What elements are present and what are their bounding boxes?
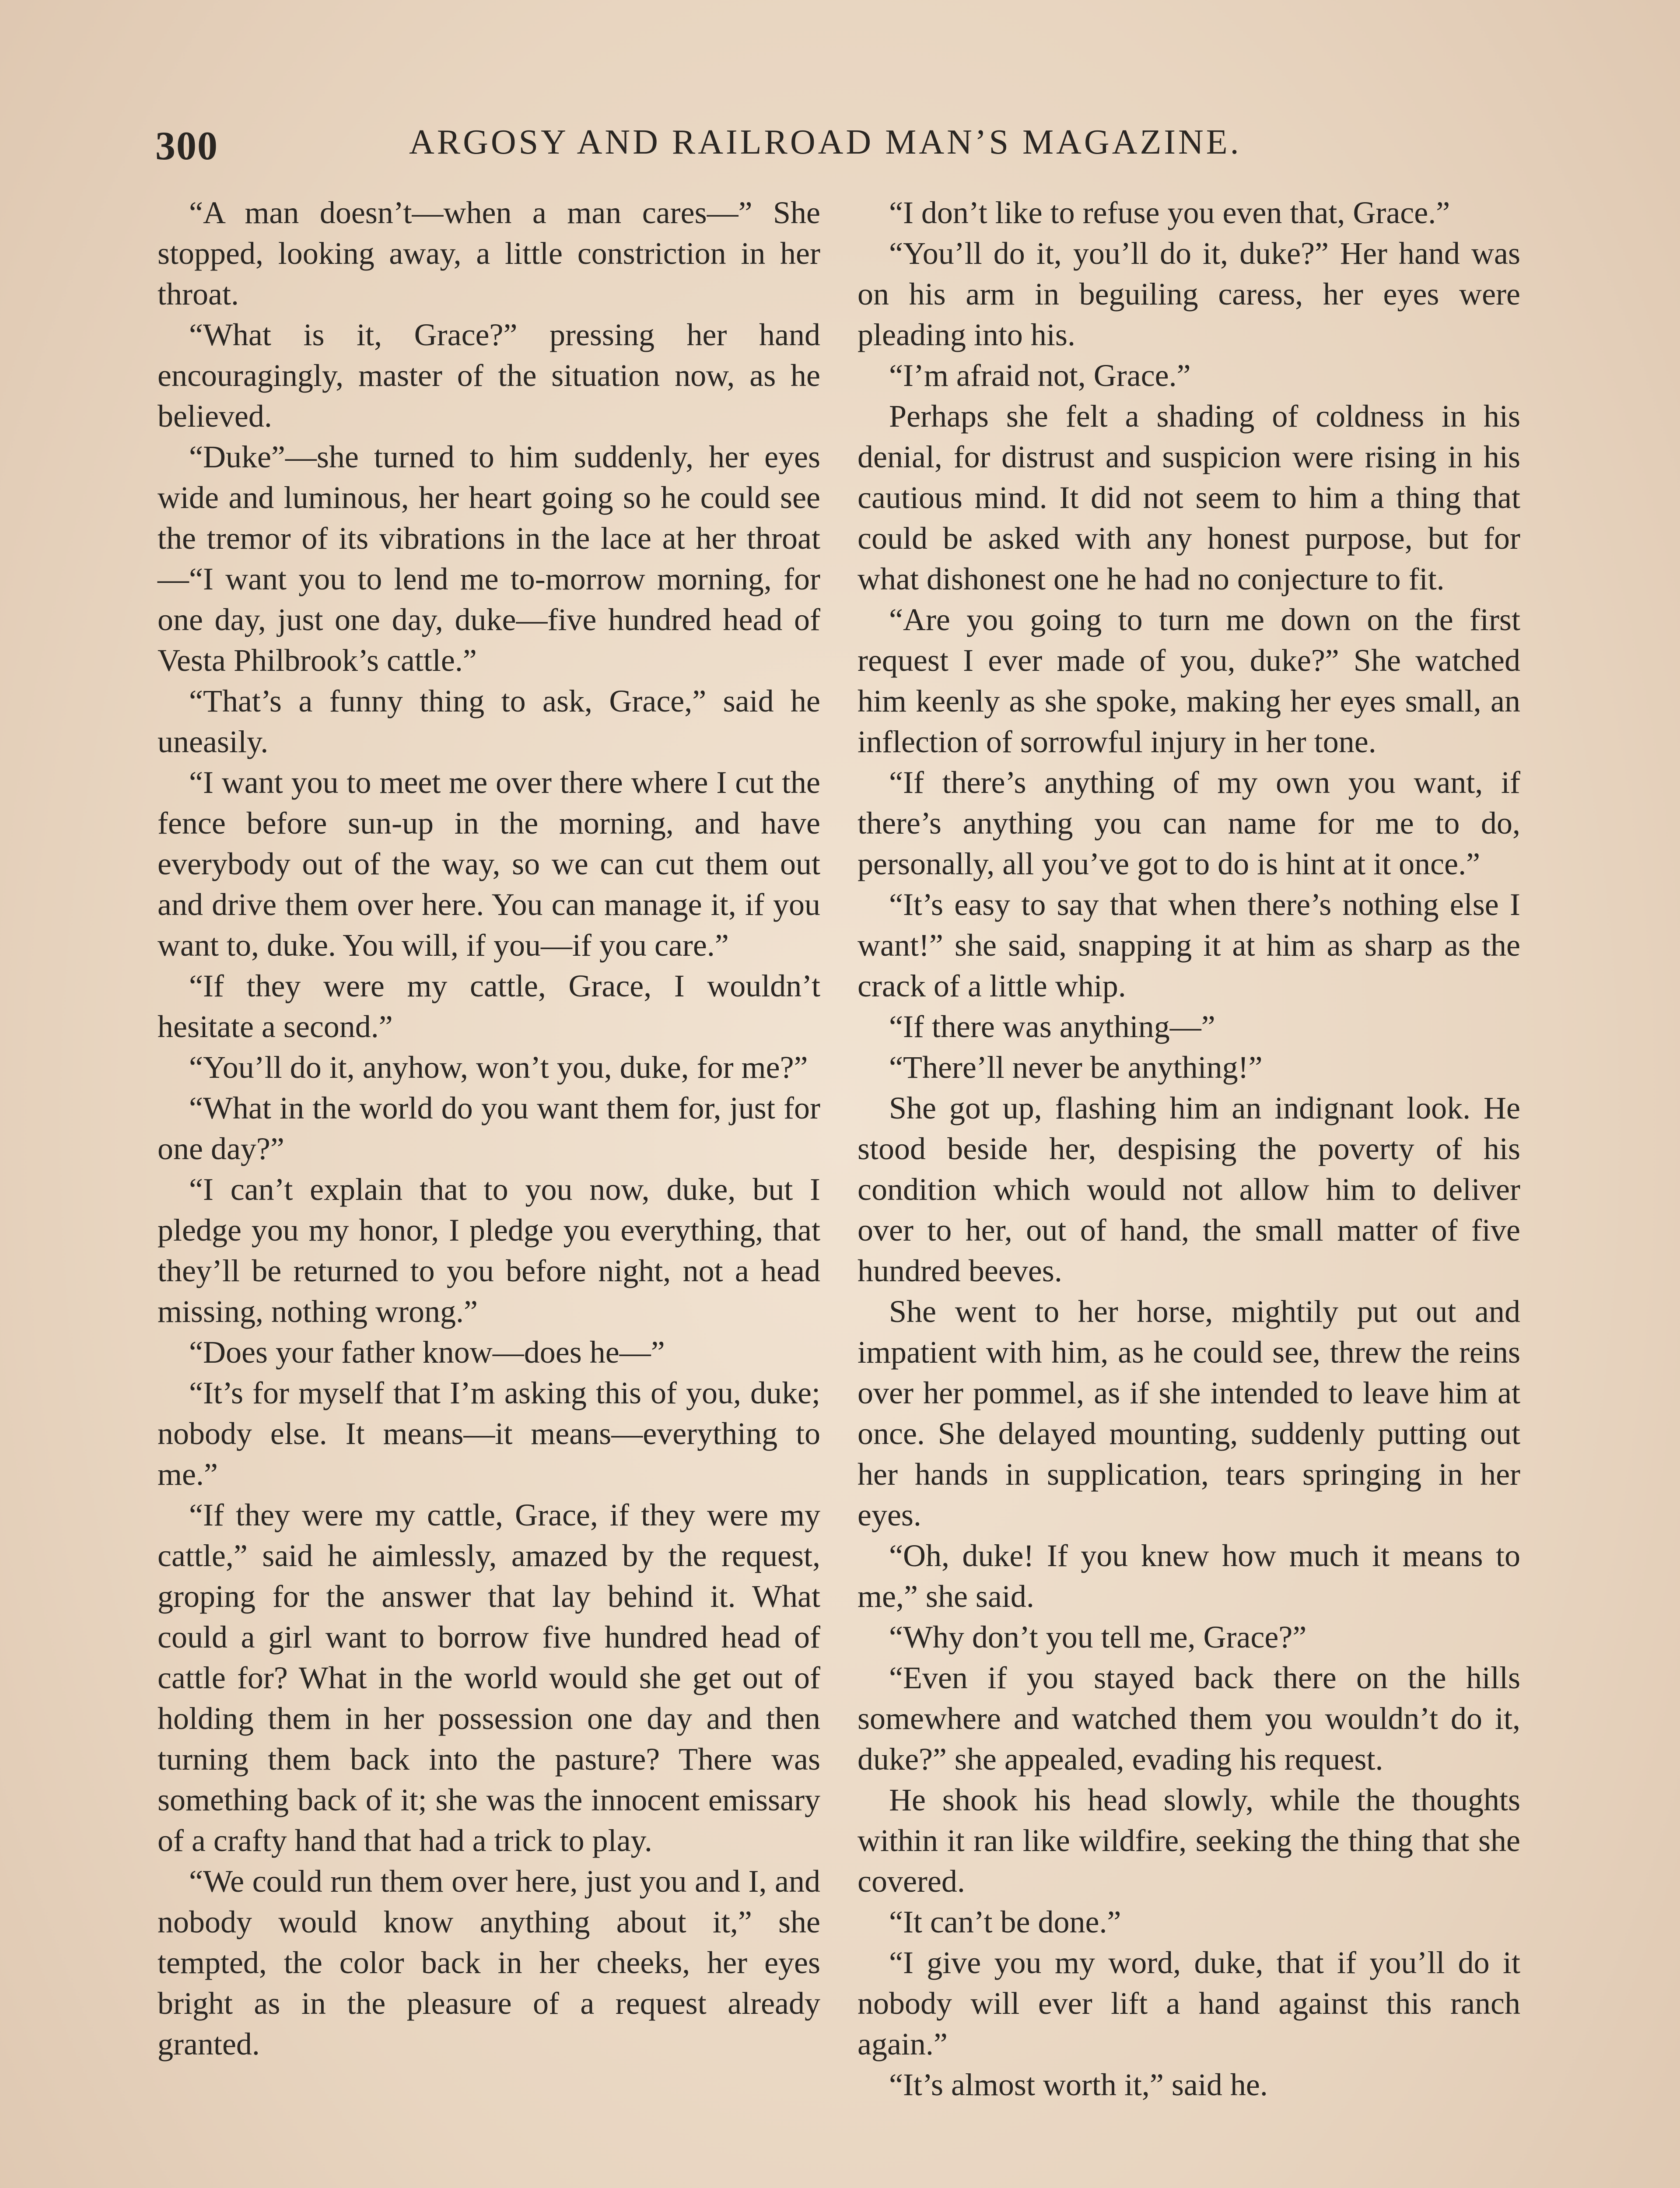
paragraph: “It can’t be done.”: [889, 1904, 1121, 1939]
paragraph: She got up, flashing him an indignant look. He stood beside her, despising the poverty of his condition which would not allow him to deliver over to her, out of hand, the small matter of five hundred beeves.: [858, 1090, 1520, 1288]
paragraph: He shook his head slowly, while the thoughts within it ran like wildfire, seeking the thing that she covered.: [858, 1782, 1520, 1899]
paragraph: “Duke”—she turned to him suddenly, her eyes wide and luminous, her heart going so he could see the tremor of its vibrations in the lace at her throat—“I want you to lend me to-morrow morning, for one day, just one day, duke—five hundred head of Vesta Philbrook’s cattle.”: [158, 439, 820, 678]
paragraph: “What is it, Grace?” pressing her hand encouragingly, master of the situation now, as he believed.: [158, 317, 820, 434]
paragraph: “It’s almost worth it,” said he.: [889, 2067, 1268, 2102]
page-header: [155, 123, 1520, 184]
paragraph: “You’ll do it, anyhow, won’t you, duke, for me?”: [189, 1050, 808, 1085]
paragraph: “I’m afraid not, Grace.”: [889, 358, 1191, 393]
paragraph: “Does your father know—does he—”: [189, 1335, 665, 1370]
paragraph: “I don’t like to refuse you even that, Grace.”: [889, 195, 1450, 230]
paragraph: “If there was anything—”: [889, 1009, 1215, 1044]
paragraph: “We could run them over here, just you and I, and nobody would know anything about it,” she tempted, the color back in her cheeks, her eyes bright as in the pleasure of a request already granted.: [158, 1864, 820, 2062]
paragraph: “I want you to meet me over there where I cut the fence before sun-up in the morning, and have everybody out of the way, so we can cut them out and drive them over here. You can manage it, if you want to, duke. You will, if you—if you care.”: [158, 765, 820, 963]
running-head: ARGOSY AND RAILROAD MAN’S MAGAZINE.: [409, 123, 1242, 161]
right-column: [858, 193, 1520, 2105]
paragraph: “Even if you stayed back there on the hills somewhere and watched them you wouldn’t do it, duke?” she appealed, evading his request.: [858, 1660, 1520, 1777]
left-column: [158, 193, 820, 2065]
paragraph: “I give you my word, duke, that if you’ll do it nobody will ever lift a hand against this ranch again.”: [858, 1945, 1520, 2062]
paragraph: Perhaps she felt a shading of coldness in his denial, for distrust and suspicion were rising in his cautious mind. It did not seem to him a thing that could be asked with any honest purpose, but for what dishonest one he had no conjecture to fit.: [858, 399, 1520, 596]
paragraph: “There’ll never be anything!”: [889, 1050, 1263, 1085]
paragraph: “It’s easy to say that when there’s nothing else I want!” she said, snapping it at him as sharp as the crack of a little whip.: [858, 887, 1520, 1003]
paragraph: “It’s for myself that I’m asking this of you, duke; nobody else. It means—it means—everything to me.”: [158, 1375, 820, 1492]
paragraph: “Oh, duke! If you knew how much it means to me,” she said.: [858, 1538, 1520, 1614]
paragraph: “That’s a funny thing to ask, Grace,” said he uneasily.: [158, 684, 820, 759]
paragraph: “If there’s anything of my own you want, if there’s anything you can name for me to do, personally, all you’ve got to do is hint at it once.”: [858, 765, 1520, 881]
paragraph: “I can’t explain that to you now, duke, but I pledge you my honor, I pledge you everything, that they’ll be returned to you before night, not a head missing, nothing wrong.”: [158, 1172, 820, 1329]
paragraph: “Are you going to turn me down on the first request I ever made of you, duke?” She watched him keenly as she spoke, making her eyes small, an inflection of sorrowful injury in her tone.: [858, 602, 1520, 759]
paragraph: “Why don’t you tell me, Grace?”: [889, 1620, 1307, 1655]
paragraph: “A man doesn’t—when a man cares—” She stopped, looking away, a little constriction in her throat.: [158, 195, 820, 312]
paragraph: She went to her horse, mightily put out and impatient with him, as he could see, threw the reins over her pommel, as if she intended to leave him at once. She delayed mounting, suddenly putting out her hands in supplication, tears springing in her eyes.: [858, 1294, 1520, 1532]
paragraph: “If they were my cattle, Grace, if they were my cattle,” said he aimlessly, amazed by the request, groping for the answer that lay behind it. What could a girl want to borrow five hundred head of cattle for? What in the world would she get out of holding them in her possession one day and then turning them back into the pasture? There was something back of it; she was the innocent emissary of a crafty hand that had a trick to play.: [158, 1497, 820, 1858]
paragraph: “If they were my cattle, Grace, I wouldn’t hesitate a second.”: [158, 968, 820, 1044]
paragraph: “You’ll do it, you’ll do it, duke?” Her hand was on his arm in beguiling caress, her eyes were pleading into his.: [858, 236, 1520, 352]
paragraph: “What in the world do you want them for, just for one day?”: [158, 1090, 820, 1166]
page-number: 300: [155, 123, 218, 168]
